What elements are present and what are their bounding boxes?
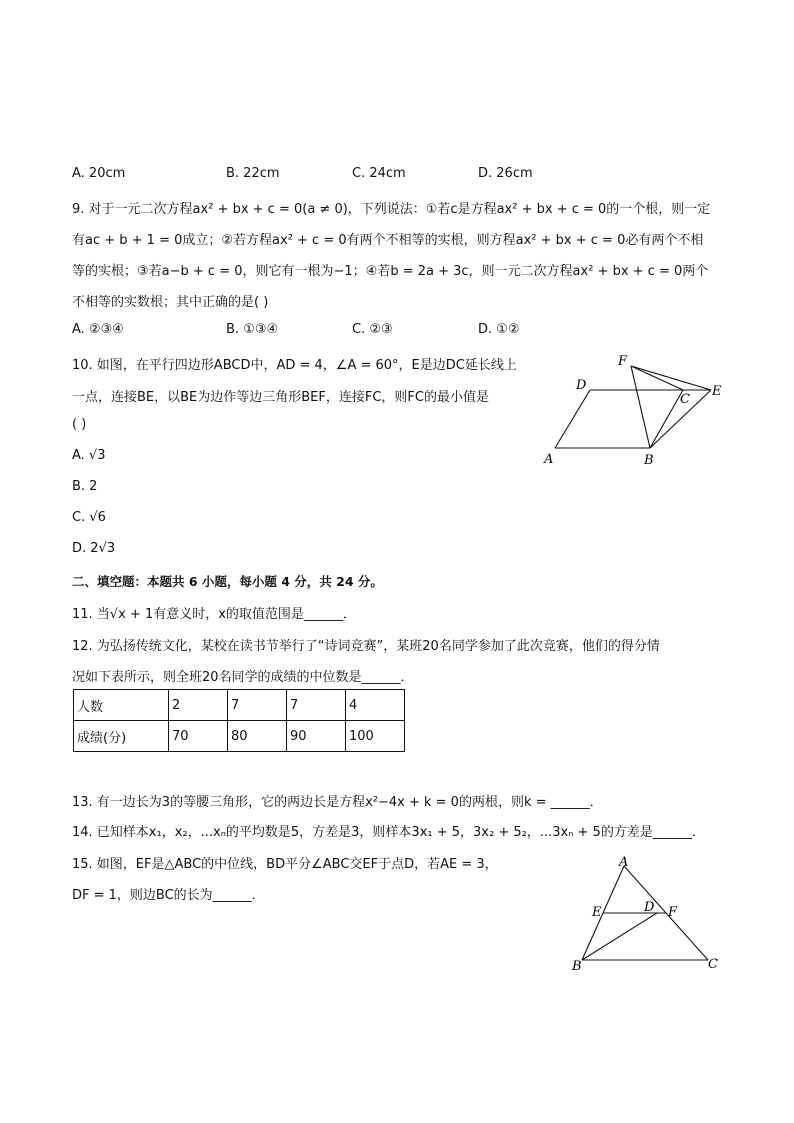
- q10-line-3: ( ): [72, 417, 87, 432]
- q8-option-b: B. 22cm: [226, 166, 280, 181]
- label-a: A: [544, 452, 554, 467]
- q9-line-3: 等的实根；③若a−b + c = 0，则它有一根为−1；④若b = 2a + 3c，则一元二次方程ax² + bx + c = 0两个: [72, 264, 709, 279]
- table-cell: 90: [287, 721, 346, 752]
- q9-option-b: B. ①③④: [226, 322, 279, 337]
- label-e: E: [592, 905, 602, 920]
- table-cell: 70: [169, 721, 228, 752]
- q12-line-2: 况如下表所示，则全班20名同学的成绩的中位数是______．: [72, 670, 414, 685]
- table-cell: 2: [169, 690, 228, 721]
- q10-option-b: B. 2: [72, 479, 98, 494]
- table-cell: 人数: [74, 690, 169, 721]
- table-cell: 成绩(分): [74, 721, 169, 752]
- table-row: [74, 690, 405, 721]
- q9-line-4: 不相等的实数根；其中正确的是( ): [72, 295, 269, 310]
- edge-bd: [582, 913, 657, 960]
- edge-bc: [650, 390, 683, 448]
- edge-bf: [631, 366, 650, 448]
- q15-line-1: 15. 如图，EF是△ABC的中位线，BD平分∠ABC交EF于点D，若AE = 3，: [72, 857, 498, 872]
- table-cell: 80: [228, 721, 287, 752]
- label-b: B: [644, 453, 654, 468]
- edge-ad: [555, 390, 590, 448]
- label-b: B: [572, 959, 582, 974]
- q10-line-1: 10. 如图，在平行四边形ABCD中，AD = 4，∠A = 60°，E是边DC延长线上: [72, 358, 517, 373]
- q10-line-2: 一点，连接BE，以BE为边作等边三角形BEF，连接FC，则FC的最小值是: [72, 390, 489, 405]
- table-cell: 7: [287, 690, 346, 721]
- q8-option-d: D. 26cm: [478, 166, 533, 181]
- q10-option-d: D. 2√3: [72, 541, 116, 556]
- score-table: [73, 689, 405, 752]
- section-title-fill-in: 二、填空题：本题共 6 小题，每小题 4 分，共 24 分。: [72, 574, 383, 589]
- q9-option-d: D. ①②: [478, 322, 520, 337]
- q8-option-c: C. 24cm: [352, 166, 406, 181]
- q9-line-2: 有ac + b + 1 = 0成立；②若方程ax² + c = 0有两个不相等的实根，则方程ax² + bx + c = 0必有两个不相: [72, 233, 704, 248]
- table-cell: 4: [346, 690, 405, 721]
- table-cell: 100: [346, 721, 405, 752]
- label-a: A: [619, 855, 629, 870]
- q10-option-a: A. √3: [72, 448, 106, 463]
- label-c: C: [708, 957, 718, 972]
- label-e: E: [712, 384, 722, 399]
- q13-text: 13. 有一边长为3的等腰三角形，它的两边长是方程x²−4x + k = 0的两根，则k = ______．: [72, 795, 603, 810]
- q9-option-c: C. ②③: [352, 322, 393, 337]
- q15-triangle-figure: [566, 852, 726, 976]
- q9-line-1: 9. 对于一元二次方程ax² + bx + c = 0(a ≠ 0)，下列说法：①若c是方程ax² + bx + c = 0的一个根，则一定: [72, 202, 711, 217]
- label-d: D: [576, 378, 587, 393]
- label-f: F: [618, 354, 628, 369]
- q15-line-2: DF = 1，则边BC的长为______．: [72, 888, 265, 903]
- edge-fc: [631, 366, 683, 390]
- table-cell: 7: [228, 690, 287, 721]
- q10-parallelogram-figure: [538, 352, 728, 468]
- q14-text: 14. 已知样本x₁，x₂，...xₙ的平均数是5，方差是3，则样本3x₁ + 5，3x₂ + 5₂，...3xₙ + 5的方差是______．: [72, 825, 705, 840]
- q10-option-c: C. √6: [72, 510, 106, 525]
- label-f: F: [668, 905, 678, 920]
- q9-option-a: A. ②③④: [72, 322, 124, 337]
- table-row: [74, 721, 405, 752]
- label-c: C: [680, 392, 690, 407]
- q12-line-1: 12. 为弘扬传统文化，某校在读书节举行了“诗词竞赛”，某班20名同学参加了此次竞赛，他们的得分情: [72, 639, 660, 654]
- q11-text: 11. 当√x + 1有意义时，x的取值范围是______．: [72, 607, 356, 622]
- label-d: D: [644, 900, 655, 915]
- q8-option-a: A. 20cm: [72, 166, 126, 181]
- edge-fe: [631, 366, 711, 390]
